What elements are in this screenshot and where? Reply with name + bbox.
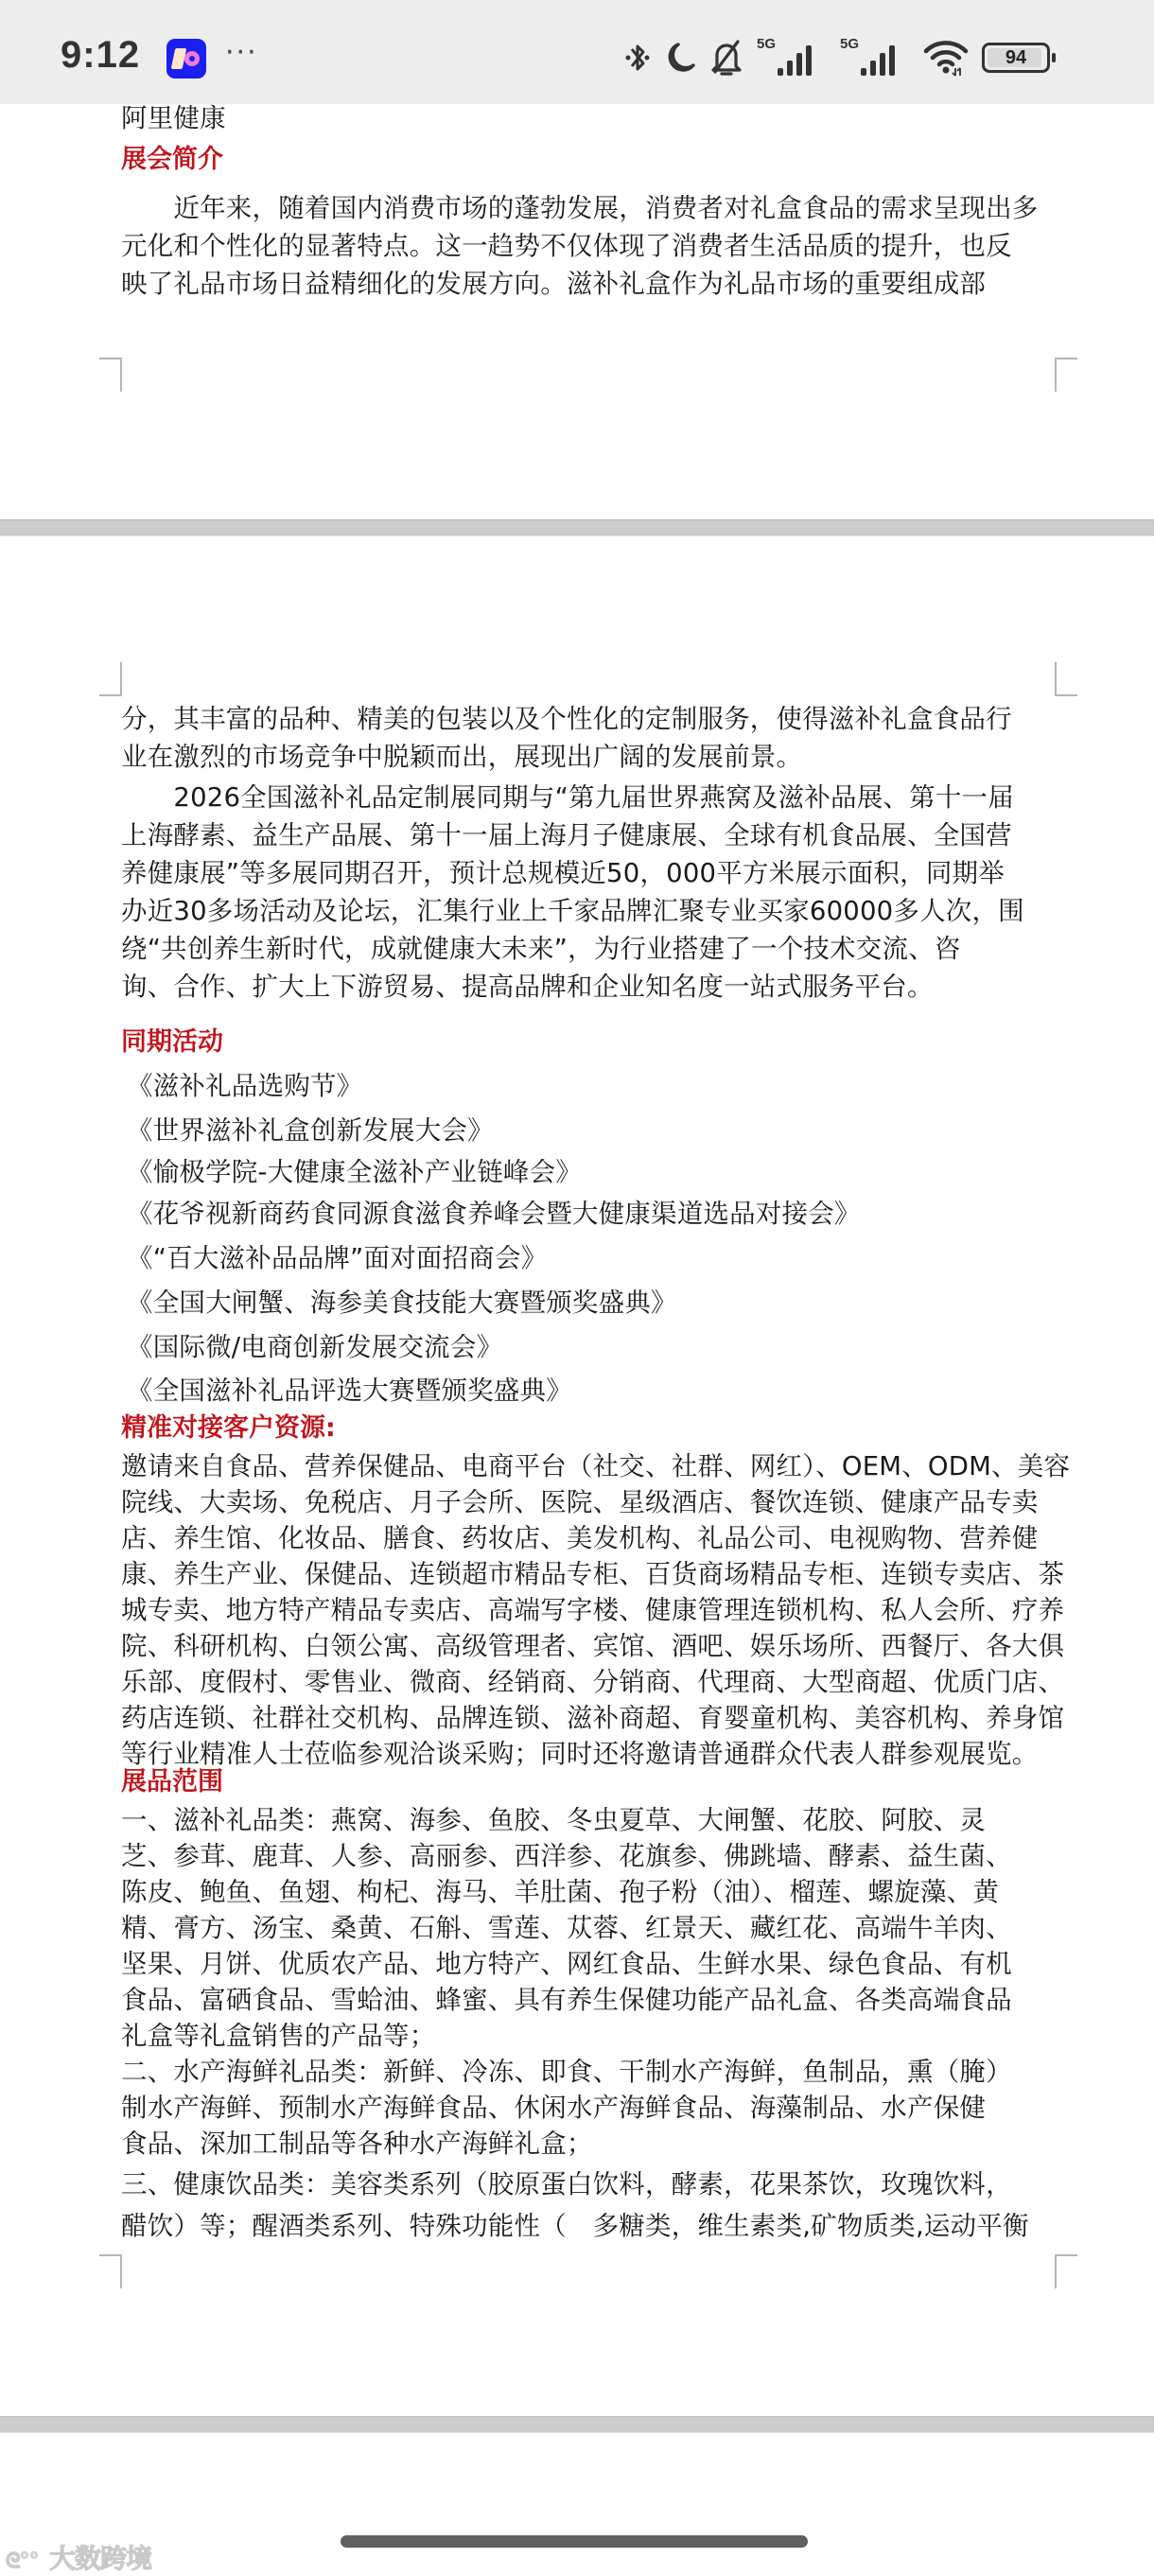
kp-app-icon [166, 39, 206, 79]
paragraph-line: 康、养生产业、保健品、连锁超市精品专柜、百货商场精品专柜、连锁专卖店、茶 [121, 1559, 1065, 1589]
paragraph-line: 二、水产海鲜礼品类：新鲜、冷冻、即食、干制水产海鲜，鱼制品，熏（腌） [121, 2057, 1012, 2087]
paragraph-line: 询、合作、扩大上下游贸易、提高品牌和企业知名度一站式服务平台。 [121, 972, 934, 1002]
watermark-logo-icon: ᘓ°° [6, 2550, 39, 2573]
page-corner-mark [1055, 358, 1077, 392]
paragraph-line: 食品、深加工制品等各种水产海鲜礼盒； [121, 2129, 593, 2159]
page-corner-mark [99, 662, 122, 696]
bell-muted-icon [709, 38, 743, 78]
paragraph-line: 办近30多场活动及论坛，汇集行业上千家品牌汇聚专业买家60000多人次，围 [121, 896, 1024, 926]
section-title-products: 展品范围 [121, 1767, 223, 1796]
paragraph-line: 养健康展”等多展同期召开，预计总规模近50，000平方米展示面积，同期举 [121, 858, 1005, 888]
signal-5g-icon: 5G [757, 36, 827, 79]
paragraph-line: 芝、参茸、鹿茸、人参、高丽参、西洋参、花旗参、佛跳墙、酵素、益生菌、 [121, 1841, 1012, 1871]
bluetooth-icon [624, 39, 651, 77]
section-title-clients: 精准对接客户资源: [121, 1413, 336, 1443]
activity-item: 《“百大滋补品品牌”面对面招商会》 [127, 1243, 548, 1273]
paragraph-line: 绕“共创养生新时代，成就健康大未来”，为行业搭建了一个技术交流、咨 [121, 934, 961, 964]
battery-icon [982, 43, 1050, 73]
paragraph-line: 院线、大卖场、免税店、月子会所、医院、星级酒店、餐饮连锁、健康产品专卖 [121, 1487, 1039, 1517]
activity-item: 《花爷视新商药食同源食滋食养峰会暨大健康渠道选品对接会》 [127, 1199, 861, 1229]
page-corner-mark [99, 2254, 122, 2288]
activity-item: 《全国滋补礼品评选大赛暨颁奖盛典》 [127, 1376, 572, 1406]
paragraph-line: 坚果、月饼、优质农产品、地方特产、网红食品、生鲜水果、绿色食品、有机 [121, 1949, 1012, 1979]
section-title-intro: 展会简介 [121, 145, 223, 174]
paragraph-line: 精、膏方、汤宝、桑黄、石斛、雪莲、苁蓉、红景天、藏红花、高端牛羊肉、 [121, 1913, 1012, 1943]
paragraph-line: 制水产海鲜、预制水产海鲜食品、休闲水产海鲜食品、海藻制品、水产保健 [121, 2093, 987, 2123]
paragraph-line: 分，其丰富的品种、精美的包装以及个性化的定制服务，使得滋补礼盒食品行 [121, 704, 1012, 734]
paragraph-line: 2026全国滋补礼品定制展同期与“第九届世界燕窝及滋补品展、第十一届 [121, 782, 1014, 813]
paragraph-line: 店、养生馆、化妆品、膳食、药妆店、美发机构、礼品公司、电视购物、营养健 [121, 1523, 1039, 1553]
do-not-disturb-moon-icon [664, 39, 696, 77]
status-icons [624, 36, 1050, 79]
activity-item: 《全国大闸蟹、海参美食技能大赛暨颁奖盛典》 [127, 1288, 677, 1318]
watermark [6, 2538, 151, 2576]
paragraph-line: 食品、富硒食品、雪蛤油、蜂蜜、具有养生保健功能产品礼盒、各类高端食品 [121, 1985, 1012, 2015]
activity-item: 《世界滋补礼盒创新发展大会》 [127, 1115, 494, 1146]
section-title-activities: 同期活动 [121, 1027, 223, 1057]
paragraph-line: 上海酵素、益生产品展、第十一届上海月子健康展、全球有机食品展、全国营 [121, 820, 1012, 850]
page-corner-mark [1055, 2254, 1077, 2288]
paragraph-line: 一、滋补礼品类：燕窝、海参、鱼胶、冬虫夏草、大闸蟹、花胶、阿胶、灵 [121, 1805, 987, 1835]
paragraph-line: 陈皮、鲍鱼、鱼翅、枸杞、海马、羊肚菌、孢子粉（油）、榴莲、螺旋藻、黄 [121, 1877, 1000, 1907]
status-bar [0, 0, 1154, 104]
battery-level: 94 [1005, 46, 1027, 68]
page-corner-mark [1055, 662, 1077, 696]
watermark-text: 大数跨境 [49, 2543, 152, 2574]
paragraph-line: 近年来，随着国内消费市场的蓬勃发展，消费者对礼盒食品的需求呈现出多 [121, 193, 1039, 223]
paragraph-line: 邀请来自食品、营养保健品、电商平台（社交、社群、网红）、OEM、ODM、美容 [121, 1451, 1071, 1481]
activity-item: 《国际微/电商创新发展交流会》 [127, 1332, 503, 1362]
activity-item: 《滋补礼品选购节》 [127, 1071, 363, 1101]
page-separator [0, 2416, 1154, 2433]
page-separator [0, 519, 1154, 536]
signal-5g-icon: 5G [840, 36, 910, 79]
paragraph-line: 院、科研机构、白领公寓、高级管理者、宾馆、酒吧、娱乐场所、西餐厅、各大俱 [121, 1631, 1065, 1661]
paragraph-line: 乐部、度假村、零售业、微商、经销商、分销商、代理商、大型商超、优质门店、 [121, 1667, 1065, 1697]
paragraph-line: 药店连锁、社群社交机构、品牌连锁、滋补商超、育婴童机构、美容机构、养身馆 [121, 1703, 1065, 1733]
paragraph-line: 等行业精准人士莅临参观洽谈采购；同时还将邀请普通群众代表人群参观展览。 [121, 1739, 1039, 1769]
org-line: 阿里健康 [121, 103, 226, 133]
status-time: 9:12 [61, 34, 141, 76]
paragraph-line: 三、健康饮品类：美容类系列（胶原蛋白饮料，酵素，花果茶饮，玫瑰饮料， [121, 2169, 1012, 2199]
paragraph-line: 业在激烈的市场竞争中脱颖而出，展现出广阔的发展前景。 [121, 742, 803, 772]
paragraph-line: 映了礼品市场日益精细化的发展方向。滋补礼盒作为礼品市场的重要组成部 [121, 269, 987, 299]
paragraph-line: 醋饮）等；醒酒类系列、特殊功能性（ 多糖类，维生素类,矿物质类,运动平衡 [121, 2211, 1029, 2241]
wifi-icon [923, 38, 969, 78]
paragraph-line: 礼盒等礼盒销售的产品等； [121, 2021, 436, 2051]
more-notifications-icon: ··· [225, 36, 258, 69]
paragraph-line: 元化和个性化的显著特点。这一趋势不仅体现了消费者生活品质的提升，也反 [121, 231, 1012, 261]
page-corner-mark [99, 358, 122, 392]
paragraph-line: 城专卖、地方特产精品专卖店、高端写字楼、健康管理连锁机构、私人会所、疗养 [121, 1595, 1065, 1625]
home-indicator[interactable] [341, 2535, 808, 2548]
activity-item: 《愉极学院-大健康全滋补产业链峰会》 [127, 1157, 583, 1187]
